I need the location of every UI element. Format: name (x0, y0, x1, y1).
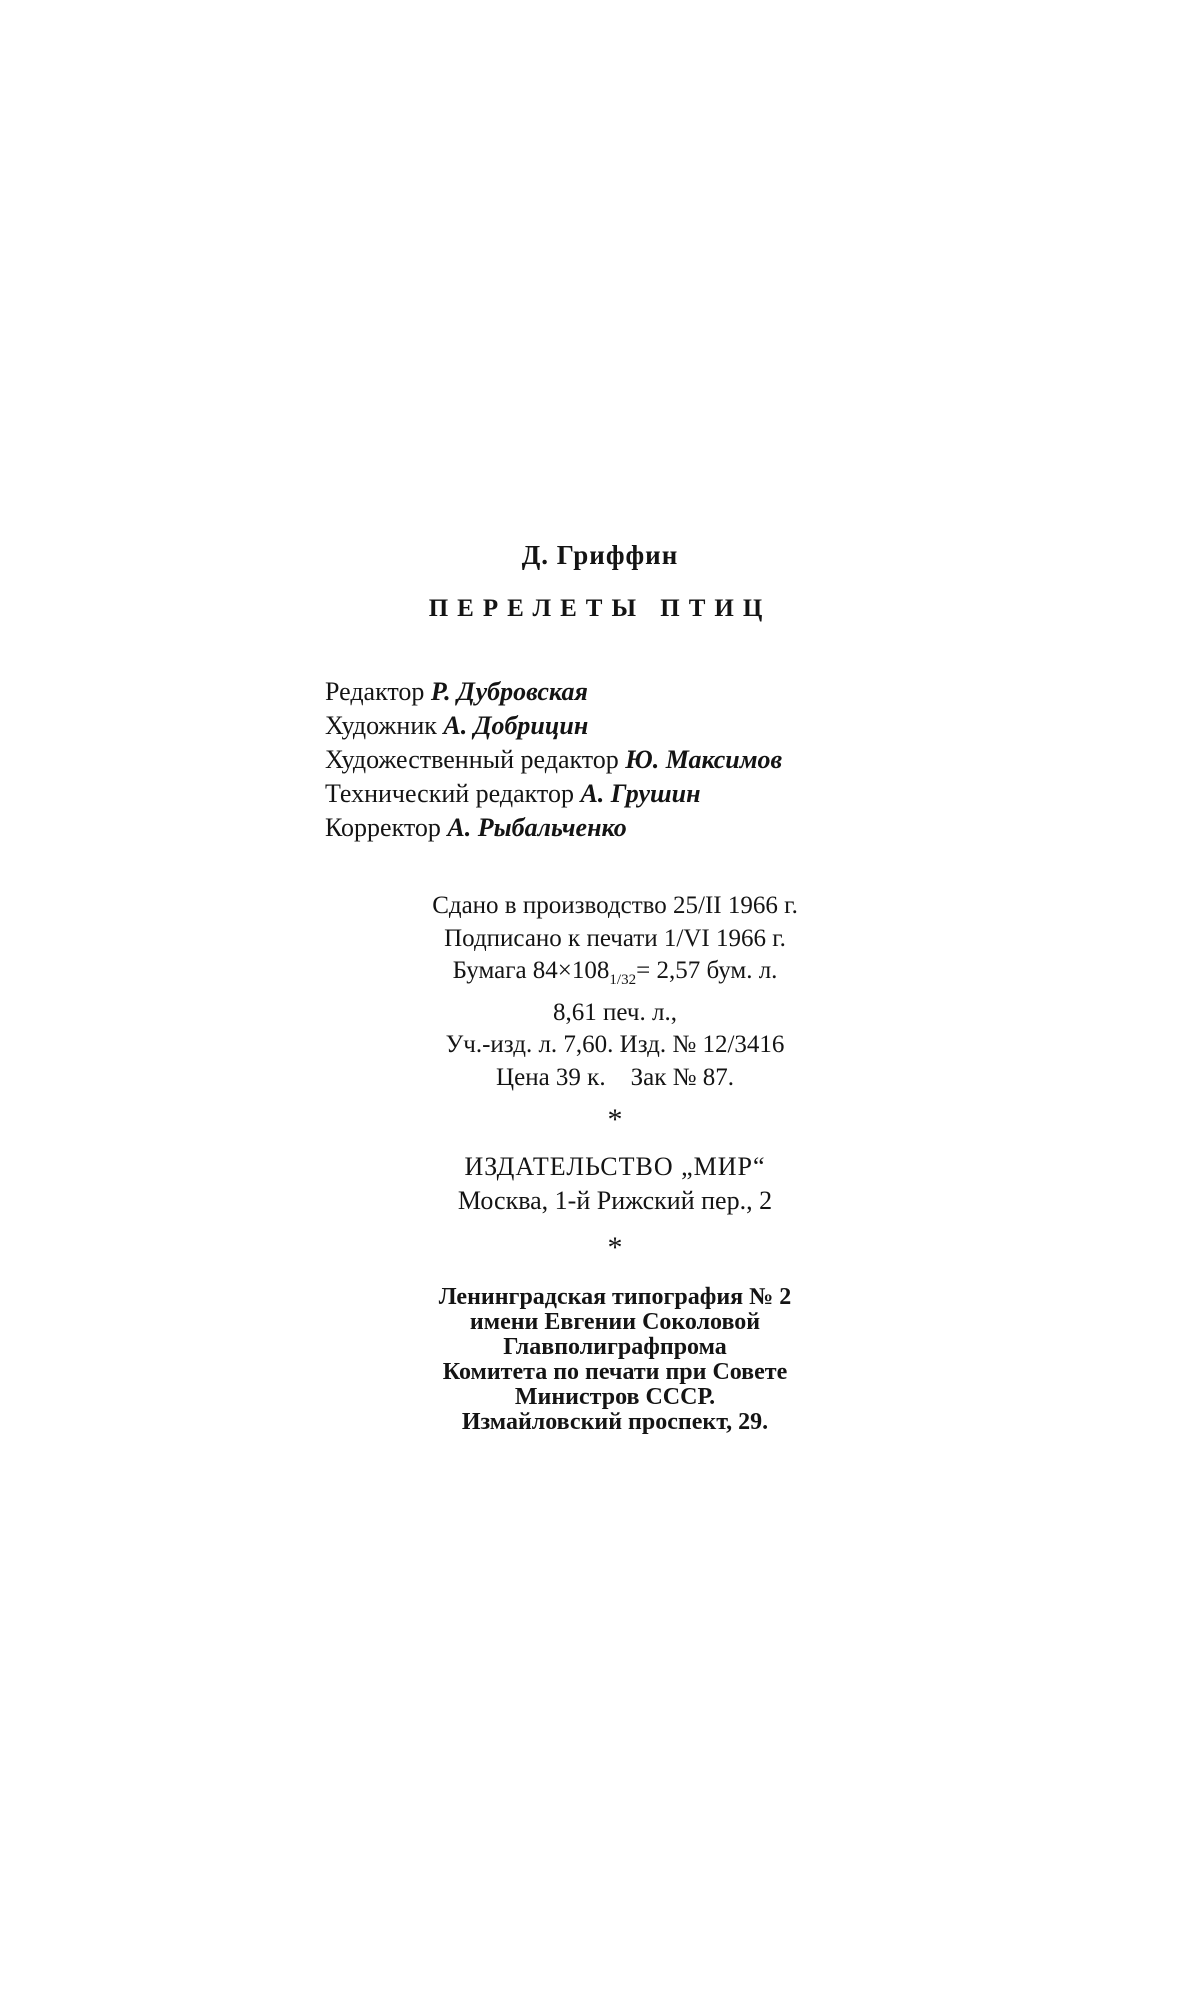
credits-block (325, 675, 782, 845)
signed-date: Подписано к печати 1/VI 1966 г. (444, 924, 786, 952)
printer-line: Комитета по печати при Совете (442, 1359, 788, 1385)
paper-format-sheets: = 2,57 бум. л. (636, 957, 778, 984)
credit-person: А. Добрицин (443, 711, 589, 740)
credit-person: А. Рыбальченко (447, 813, 627, 842)
publisher-block (0, 1150, 1200, 1218)
credit-artist (325, 709, 782, 743)
credit-art-editor (325, 743, 782, 777)
printer-line: Измайловский проспект, 29. (461, 1409, 769, 1435)
printer-block (0, 1285, 1200, 1435)
credit-role: Редактор (325, 677, 425, 706)
credit-role: Корректор (325, 813, 441, 842)
credit-role: Художественный редактор (325, 745, 619, 774)
printer-line: имени Евгении Соколовой (469, 1309, 761, 1335)
author-name: Д. Гриффин (521, 540, 679, 570)
credit-person: А. Грушин (580, 779, 701, 808)
credit-role: Технический редактор (325, 779, 574, 808)
paper-format (0, 955, 1200, 997)
printer-line: Министров СССР. (514, 1384, 716, 1410)
credit-person: Р. Дубровская (430, 677, 588, 706)
paper-format-main: Бумага 84×108 (452, 957, 610, 984)
separator-star: * (607, 1103, 623, 1136)
credit-proofreader (325, 811, 782, 845)
paper-format-fraction: 1/32 (609, 972, 637, 988)
edition-info: Уч.-изд. л. 7,60. Изд. № 12/3416 (445, 1031, 785, 1058)
print-info-block (0, 890, 1200, 1094)
printed-sheets: 8,61 печ. л., (553, 998, 677, 1026)
credit-person: Ю. Максимов (625, 745, 783, 774)
credit-tech-editor (325, 777, 782, 811)
price-order: Цена 39 к. Зак № 87. (496, 1063, 734, 1091)
book-title: ПЕРЕЛЕТЫ ПТИЦ (428, 595, 772, 622)
credit-role: Художник (325, 711, 437, 740)
publisher-name: ИЗДАТЕЛЬСТВО „МИР“ (464, 1152, 766, 1181)
separator-star: * (607, 1231, 623, 1264)
printer-line: Ленинградская типография № 2 (438, 1284, 792, 1310)
production-date: Сдано в производство 25/II 1966 г. (432, 892, 798, 919)
printer-line: Главполиграфпрома (503, 1334, 727, 1360)
publisher-address: Москва, 1-й Рижский пер., 2 (457, 1186, 773, 1215)
credit-editor (325, 675, 782, 709)
